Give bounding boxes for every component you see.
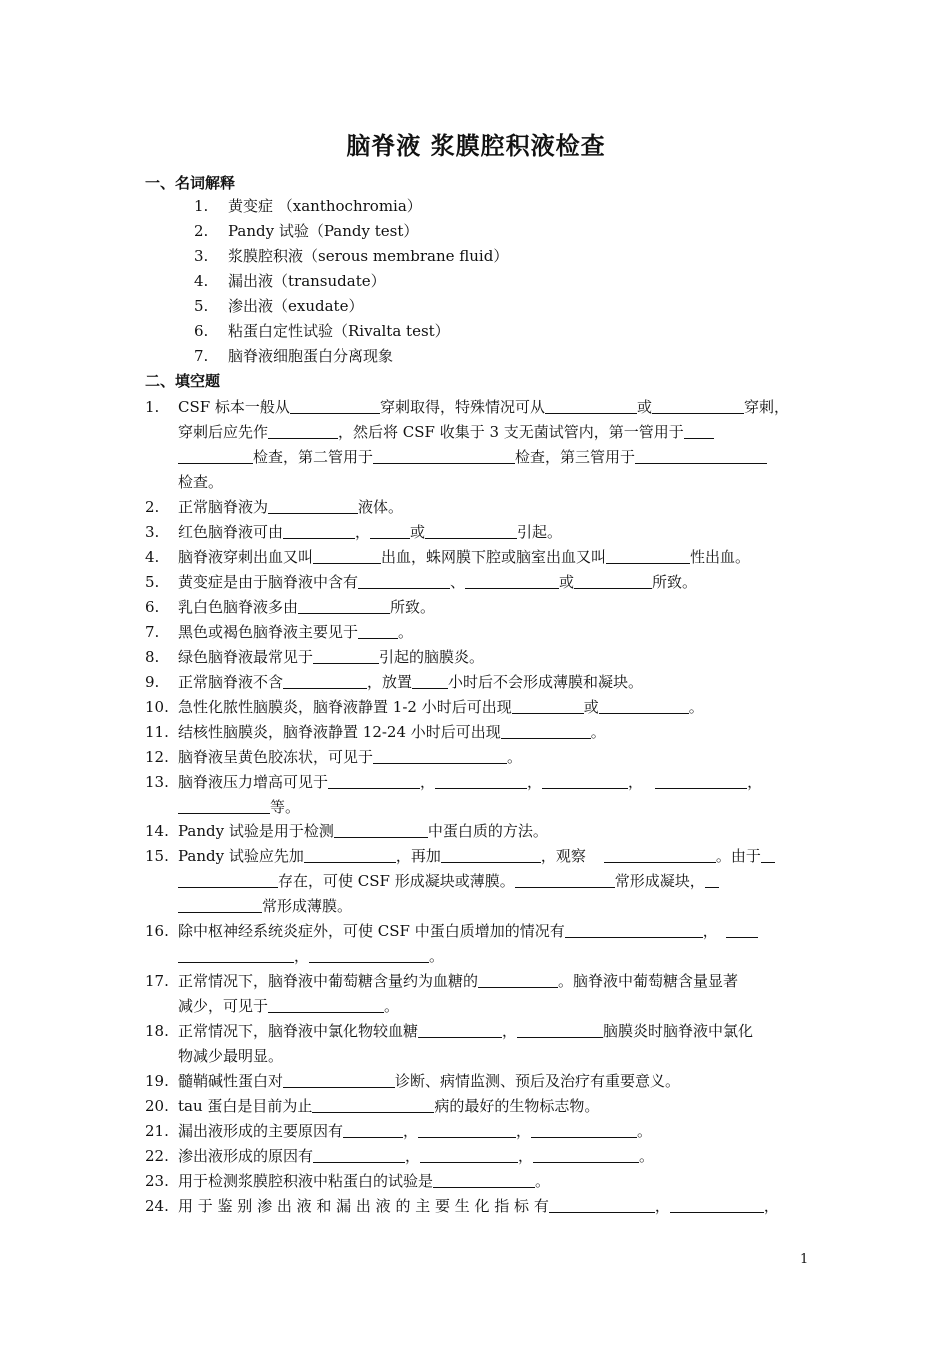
question-text: 脑脊液穿刺出血又叫 <box>178 548 314 566</box>
answer-blank[interactable] <box>726 923 758 938</box>
question-number: 2. <box>145 498 160 516</box>
question-number: 21. <box>145 1122 169 1140</box>
answer-blank[interactable] <box>606 549 690 564</box>
term-number: 1. <box>194 197 209 215</box>
question-number: 16. <box>145 922 169 940</box>
answer-blank[interactable] <box>515 873 615 888</box>
question-text: ，再加 <box>395 847 441 865</box>
question-text: 。脑脊液中葡萄糖含量显著 <box>558 972 739 990</box>
answer-blank[interactable] <box>533 1148 639 1163</box>
question-text: 诊断、病情监测、预后及治疗有重要意义。 <box>395 1072 681 1090</box>
term-item <box>194 220 418 241</box>
question-16-continued <box>178 945 444 966</box>
question-text: 。 <box>507 748 523 766</box>
question-number: 13. <box>145 773 169 791</box>
question-number: 10. <box>145 698 169 716</box>
section-heading-fill-in: 二、填空题 <box>145 372 221 390</box>
answer-blank[interactable] <box>304 848 396 863</box>
question-number: 9. <box>145 673 160 691</box>
question-4 <box>145 546 810 567</box>
question-11 <box>145 721 810 742</box>
term-item <box>194 345 393 366</box>
question-text: 存在，可使 CSF 形成凝块或薄膜。 <box>278 872 515 890</box>
question-text: ， <box>747 773 763 791</box>
question-text: 。 <box>398 623 414 641</box>
question-text: ， <box>294 947 310 965</box>
question-text: 。 <box>429 947 445 965</box>
term-text: 浆膜腔积液（serous membrane fluid） <box>228 247 509 265</box>
question-text: ，放置 <box>367 673 413 691</box>
question-text: ， <box>628 773 644 791</box>
question-1-continued <box>178 446 767 467</box>
question-20 <box>145 1095 810 1116</box>
answer-blank[interactable] <box>312 1098 434 1113</box>
question-number: 15. <box>145 847 169 865</box>
question-8 <box>145 646 810 667</box>
question-text: 正常情况下，脑脊液中葡萄糖含量约为血糖的 <box>178 972 479 990</box>
answer-blank[interactable] <box>441 848 541 863</box>
question-text: 病的最好的生物标志物。 <box>434 1097 600 1115</box>
question-number: 12. <box>145 748 169 766</box>
question-text: 。 <box>639 1147 655 1165</box>
question-text: ，然后将 CSF 收集于 3 支无菌试管内，第一管用于 <box>338 423 684 441</box>
question-text: 引起的脑膜炎。 <box>379 648 485 666</box>
question-text: 除中枢神经系统炎症外，可使 CSF 中蛋白质增加的情况有 <box>178 922 565 940</box>
question-text: 。 <box>535 1172 551 1190</box>
question-text: 用 于 鉴 别 渗 出 液 和 漏 出 液 的 主 要 生 化 指 标 有 <box>178 1197 549 1215</box>
answer-blank[interactable] <box>635 449 767 464</box>
term-text: 黄变症 （xanthochromia） <box>228 197 422 215</box>
answer-blank[interactable] <box>268 499 358 514</box>
question-text: 。由于 <box>715 847 761 865</box>
answer-blank[interactable] <box>517 1023 603 1038</box>
question-text: 常形成薄膜。 <box>262 897 353 915</box>
answer-blank[interactable] <box>290 399 380 414</box>
question-15-continued <box>178 870 719 891</box>
question-number: 5. <box>145 573 160 591</box>
question-number: 7. <box>145 623 160 641</box>
question-19 <box>145 1070 810 1091</box>
term-text: 渗出液（exudate） <box>228 297 364 315</box>
question-text: Pandy 试验是用于检测 <box>178 822 334 840</box>
page-title: 脑脊液 浆膜腔积液检查 <box>346 131 606 160</box>
question-text: 中蛋白质的方法。 <box>427 822 548 840</box>
question-text: 。 <box>590 723 606 741</box>
question-number: 23. <box>145 1172 169 1190</box>
question-17-continued <box>178 995 399 1016</box>
answer-blank[interactable] <box>370 524 410 539</box>
question-text: 检查，第二管用于 <box>253 448 374 466</box>
question-number: 4. <box>145 548 160 566</box>
term-item <box>194 270 386 291</box>
question-text: 穿刺取得，特殊情况可从 <box>379 398 545 416</box>
question-2 <box>145 496 810 517</box>
question-22 <box>145 1145 810 1166</box>
question-15-continued <box>178 895 352 916</box>
question-24 <box>145 1195 810 1216</box>
question-number: 11. <box>145 723 169 741</box>
question-3 <box>145 521 810 542</box>
question-text: ， <box>403 1122 419 1140</box>
question-text: 用于检测浆膜腔积液中粘蛋白的试验是 <box>178 1172 434 1190</box>
question-text: 红色脑脊液可由 <box>178 523 284 541</box>
question-13 <box>145 771 810 792</box>
answer-blank[interactable] <box>268 998 384 1013</box>
answer-blank[interactable] <box>670 1198 764 1213</box>
question-text: 出血，蛛网膜下腔或脑室出血又叫 <box>381 548 607 566</box>
question-text: Pandy 试验应先加 <box>178 847 304 865</box>
question-number: 6. <box>145 598 160 616</box>
answer-blank[interactable] <box>178 873 278 888</box>
question-text: 检查，第三管用于 <box>515 448 636 466</box>
answer-blank[interactable] <box>373 749 507 764</box>
question-1-continued <box>178 421 714 442</box>
question-9 <box>145 671 810 692</box>
term-number: 4. <box>194 272 209 290</box>
question-number: 24. <box>145 1197 169 1215</box>
question-23 <box>145 1170 810 1191</box>
answer-blank[interactable] <box>178 898 262 913</box>
question-text: 穿刺后应先作 <box>178 423 269 441</box>
term-number: 6. <box>194 322 209 340</box>
question-18 <box>145 1020 810 1041</box>
answer-blank[interactable] <box>373 449 515 464</box>
answer-blank[interactable] <box>309 948 429 963</box>
term-item <box>194 195 422 216</box>
question-text: 。 <box>688 698 704 716</box>
question-text: 所致。 <box>652 573 698 591</box>
question-text: 黄变症是由于脑脊液中含有 <box>178 573 359 591</box>
answer-blank[interactable] <box>433 1173 535 1188</box>
question-text: 等。 <box>270 798 301 816</box>
term-text: 漏出液（transudate） <box>228 272 386 290</box>
term-item <box>194 320 450 341</box>
question-text: 漏出液形成的主要原因有 <box>178 1122 344 1140</box>
question-12 <box>145 746 810 767</box>
answer-blank[interactable] <box>178 948 294 963</box>
answer-blank[interactable] <box>358 624 398 639</box>
question-number: 22. <box>145 1147 169 1165</box>
question-text: ， <box>405 1147 421 1165</box>
question-text: 引起。 <box>517 523 563 541</box>
question-text: 、 <box>450 573 466 591</box>
term-number: 3. <box>194 247 209 265</box>
question-text: 乳白色脑脊液多由 <box>178 598 299 616</box>
answer-blank[interactable] <box>412 674 448 689</box>
term-number: 2. <box>194 222 209 240</box>
question-text: 减少，可见于 <box>178 997 269 1015</box>
question-1-continued: 检查。 <box>178 473 224 491</box>
answer-blank[interactable] <box>178 799 270 814</box>
answer-blank[interactable] <box>313 649 379 664</box>
answer-blank[interactable] <box>545 399 637 414</box>
term-item <box>194 295 363 316</box>
question-text: tau 蛋白是目前为止 <box>178 1097 313 1115</box>
answer-blank[interactable] <box>542 774 628 789</box>
answer-blank[interactable] <box>531 1123 637 1138</box>
question-text: 急性化脓性脑膜炎，脑脊液静置 1-2 小时后可出现 <box>178 698 512 716</box>
answer-blank[interactable] <box>478 973 558 988</box>
question-text: 穿刺， <box>743 398 789 416</box>
term-text: 粘蛋白定性试验（Rivalta test） <box>228 322 450 340</box>
question-text: 正常脑脊液为 <box>178 498 269 516</box>
answer-blank[interactable] <box>599 699 689 714</box>
question-text: CSF 标本一般从 <box>178 398 290 416</box>
question-text: ，观察 <box>540 847 586 865</box>
answer-blank[interactable] <box>328 774 420 789</box>
question-text: 或 <box>636 398 652 416</box>
answer-blank[interactable] <box>283 1073 395 1088</box>
question-text: ， <box>518 1147 534 1165</box>
question-text: ， <box>702 922 718 940</box>
question-number: 3. <box>145 523 160 541</box>
question-17 <box>145 970 810 991</box>
question-text: 正常情况下，脑脊液中氯化物较血糖 <box>178 1022 419 1040</box>
answer-blank[interactable] <box>418 1023 502 1038</box>
question-5 <box>145 571 810 592</box>
question-text: 或 <box>559 573 575 591</box>
question-21 <box>145 1120 810 1141</box>
question-14 <box>145 820 810 841</box>
term-text: 脑脊液细胞蛋白分离现象 <box>228 347 394 365</box>
answer-blank[interactable] <box>574 574 652 589</box>
question-text: 或 <box>410 523 426 541</box>
question-text: 所致。 <box>390 598 436 616</box>
answer-blank[interactable] <box>178 449 253 464</box>
answer-blank[interactable] <box>549 1198 655 1213</box>
question-16 <box>145 920 810 941</box>
question-text: ， <box>420 773 436 791</box>
question-text: ， <box>502 1022 518 1040</box>
answer-blank[interactable] <box>268 424 338 439</box>
question-number: 19. <box>145 1072 169 1090</box>
question-text: 绿色脑脊液最常见于 <box>178 648 314 666</box>
question-7 <box>145 621 810 642</box>
answer-blank[interactable] <box>501 724 591 739</box>
term-number: 5. <box>194 297 209 315</box>
answer-blank[interactable] <box>565 923 703 938</box>
question-text: ， <box>654 1197 670 1215</box>
question-text: ， <box>527 773 543 791</box>
question-text: 。 <box>384 997 400 1015</box>
question-18-continued: 物减少最明显。 <box>178 1047 284 1065</box>
answer-blank[interactable] <box>358 574 450 589</box>
answer-blank[interactable] <box>435 774 527 789</box>
answer-blank[interactable] <box>420 1148 518 1163</box>
section-heading-definitions: 一、名词解释 <box>145 174 236 192</box>
answer-blank[interactable] <box>313 549 381 564</box>
question-number: 20. <box>145 1097 169 1115</box>
question-text: 渗出液形成的原因有 <box>178 1147 314 1165</box>
question-number: 1. <box>145 398 160 416</box>
question-15 <box>145 845 810 866</box>
question-text: ， <box>516 1122 532 1140</box>
answer-blank[interactable] <box>343 1123 403 1138</box>
answer-blank[interactable] <box>283 524 355 539</box>
question-number: 8. <box>145 648 160 666</box>
term-text: Pandy 试验（Pandy test） <box>228 222 419 240</box>
question-text: 脑脊液呈黄色胶冻状，可见于 <box>178 748 374 766</box>
answer-blank[interactable] <box>604 848 716 863</box>
question-number: 14. <box>145 822 169 840</box>
answer-blank[interactable] <box>298 599 390 614</box>
question-text: 髓鞘碱性蛋白对 <box>178 1072 284 1090</box>
answer-blank[interactable] <box>705 873 719 888</box>
question-10 <box>145 696 810 717</box>
answer-blank[interactable] <box>655 774 747 789</box>
question-text: 黑色或褐色脑脊液主要见于 <box>178 623 359 641</box>
question-13-continued <box>178 796 300 817</box>
answer-blank[interactable] <box>684 424 714 439</box>
answer-blank[interactable] <box>465 574 559 589</box>
question-text: ， <box>355 523 371 541</box>
question-text: 。 <box>637 1122 653 1140</box>
answer-blank[interactable] <box>418 1123 516 1138</box>
answer-blank[interactable] <box>512 699 584 714</box>
question-text: 脑膜炎时脑脊液中氯化 <box>603 1022 754 1040</box>
question-6 <box>145 596 810 617</box>
term-item <box>194 245 508 266</box>
question-text: 或 <box>583 698 599 716</box>
answer-blank[interactable] <box>652 399 744 414</box>
term-number: 7. <box>194 347 209 365</box>
question-text: 结核性脑膜炎，脑脊液静置 12-24 小时后可出现 <box>178 723 501 741</box>
question-text: ， <box>763 1197 779 1215</box>
answer-blank[interactable] <box>425 524 517 539</box>
question-text: 正常脑脊液不含 <box>178 673 284 691</box>
answer-blank[interactable] <box>334 823 428 838</box>
page-number: 1 <box>800 1252 809 1267</box>
question-text: 性出血。 <box>690 548 751 566</box>
answer-blank[interactable] <box>283 674 367 689</box>
question-text: 小时后不会形成薄膜和凝块。 <box>448 673 644 691</box>
question-number: 17. <box>145 972 169 990</box>
question-text: 常形成凝块， <box>614 872 705 890</box>
answer-blank[interactable] <box>313 1148 405 1163</box>
question-1 <box>145 396 810 417</box>
question-number: 18. <box>145 1022 169 1040</box>
question-text: 脑脊液压力增高可见于 <box>178 773 329 791</box>
question-text: 液体。 <box>358 498 404 516</box>
answer-blank[interactable] <box>761 848 775 863</box>
